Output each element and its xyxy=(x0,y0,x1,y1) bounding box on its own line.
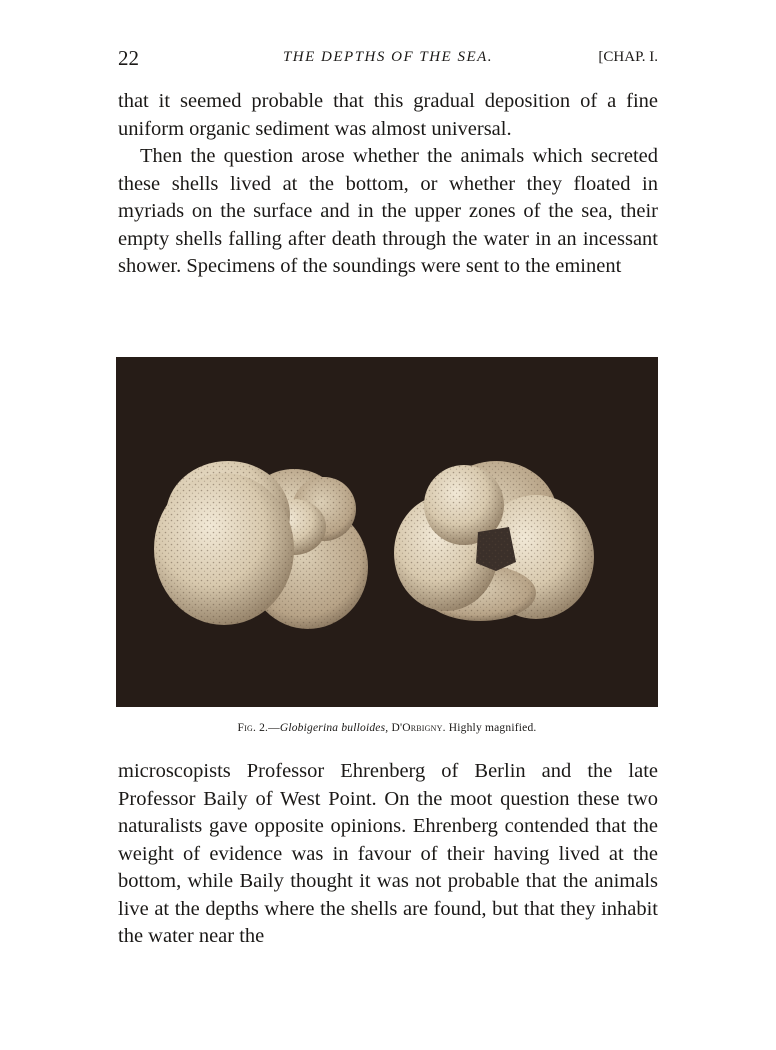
page-number: 22 xyxy=(118,46,139,70)
paragraph-2: Then the question arose whether the animals which secreted these shells lived at the bottom, or whether they floated in myriads on the surface and in the upper zones of the sea, their empty shells falling after death through the water in an incessant shower. Specimens of the soundings were sent to the eminent xyxy=(118,145,658,277)
running-title: THE DEPTHS OF THE SEA. xyxy=(282,49,494,65)
paragraph-1: that it seemed probable that this gradual deposition of a fine uniform organic sediment was almost universal. xyxy=(118,90,658,140)
shell-right-specimen xyxy=(394,461,594,621)
chapter-label: [CHAP. I. xyxy=(598,49,658,65)
body-text-top xyxy=(118,88,658,281)
page-header xyxy=(118,46,658,70)
paragraph-3: microscopists Professor Ehrenberg of Berlin and the late Professor Baily of West Point. On the moot question these two naturalists gave opposite opinions. Ehrenberg contended that the weight of evidence was in favour of their having lived at the bottom, while Baily thought it was not probable that the animals live at the depths where the shells are found, but that they inhabit the water near the xyxy=(118,760,658,947)
shell-left-specimen xyxy=(154,461,368,629)
species-name: Globigerina bulloides, xyxy=(279,722,389,734)
figure-caption xyxy=(116,722,658,734)
figure-label: Fig. 2.— xyxy=(237,722,280,734)
magnification-note: Highly magnified. xyxy=(445,722,537,734)
species-author: D'Orbigny. xyxy=(388,722,446,734)
figure-globigerina-illustration xyxy=(116,357,658,707)
body-text-bottom xyxy=(118,758,658,951)
foraminifera-engraving xyxy=(116,357,658,707)
